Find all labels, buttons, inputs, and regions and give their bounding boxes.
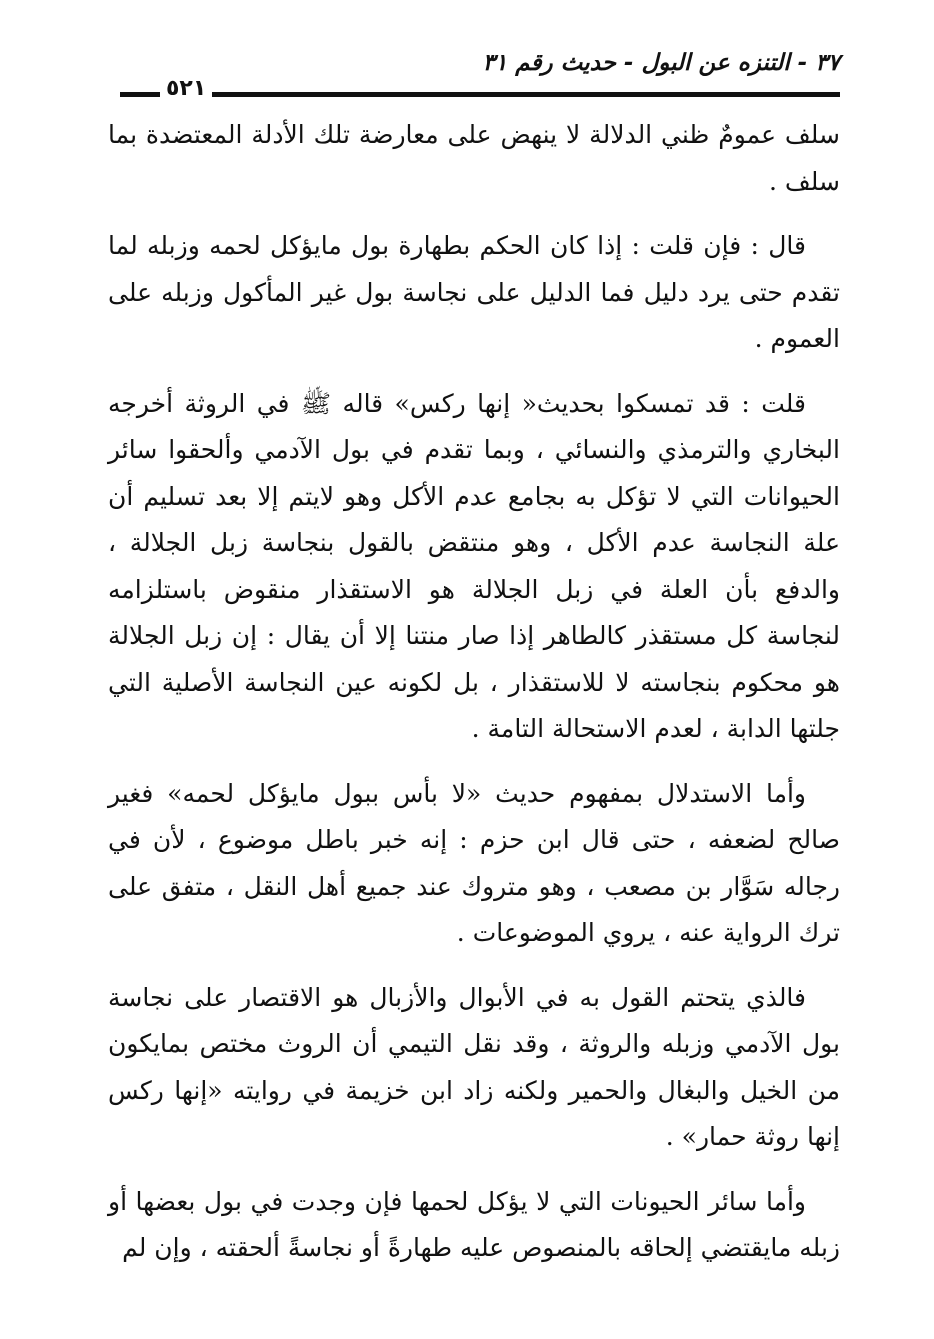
book-page [108, 44, 840, 1290]
paragraph: وأما سائر الحيونات التي لا يؤكل لحمها فإن وجدت في بول بعضها أو زبله مايقتضي إلحاقه بالمنصوص عليه طهارةً أو نجاسةً ألحقته ، وإن لم [108, 1186, 840, 1262]
paragraph: قلت : قد تمسكوا بحديث« إنها ركس» قاله ﷺ في الروثة أخرجه البخاري والترمذي والنسائي ، وبما تقدم في بول الآدمي وألحقوا سائر الحيوانات التي لا تؤكل به بجامع عدم الأكل وهو لايتم إلا بعد تسليم أن علة النجاسة عدم الأكل ، وهو منتقض بالقول بنجاسة زبل الجلالة ، والدفع بأن العلة في زبل الجلالة هو الاستقذار منقوض باستلزامه لنجاسة كل مستقذر كالطاهر إذا صار منتنا إلا أن يقال : إن زبل الجلالة هو محكوم بنجاسته لا للاستقذار ، بل لكونه عين النجاسة الأصلية التي جلتها الدابة ، لعدم الاستحالة التامة . [108, 388, 840, 743]
body-text [108, 112, 840, 1272]
page-number: ٥٢١ [160, 76, 212, 101]
paragraph: وأما الاستدلال بمفهوم حديث «لا بأس ببول مايؤكل لحمه» فغير صالح لضعفه ، حتى قال ابن حزم : إنه خبر باطل موضوع ، لأن في رجاله سَوَّار بن مصعب ، وهو متروك عند جميع أهل النقل ، متفق على ترك الرواية عنه ، يروي الموضوعات . [108, 778, 840, 947]
header-rule [120, 92, 840, 97]
paragraph: قال : فإن قلت : إذا كان الحكم بطهارة بول مايؤكل لحمه وزبله لما تقدم حتى يرد دليل فما الدليل على نجاسة بول غير المأكول وزبله على العموم . [108, 231, 840, 353]
chapter-title: ٣٧ - التنزه عن البول - حديث رقم ٣١ [482, 50, 840, 76]
paragraph: فالذي يتحتم القول به في الأبوال والأزبال هو الاقتصار على نجاسة بول الآدمي وزبله والروثة ، وقد نقل التيمي أن الروث مختص بمايكون من الخيل والبغال والحمير ولكنه زاد ابن خزيمة في روايته «إنها ركس إنها روثة حمار» . [108, 982, 840, 1151]
paragraph: سلف عمومٌ ظني الدلالة لا ينهض على معارضة تلك الأدلة المعتضدة بما سلف . [108, 120, 840, 196]
running-header [108, 44, 840, 101]
